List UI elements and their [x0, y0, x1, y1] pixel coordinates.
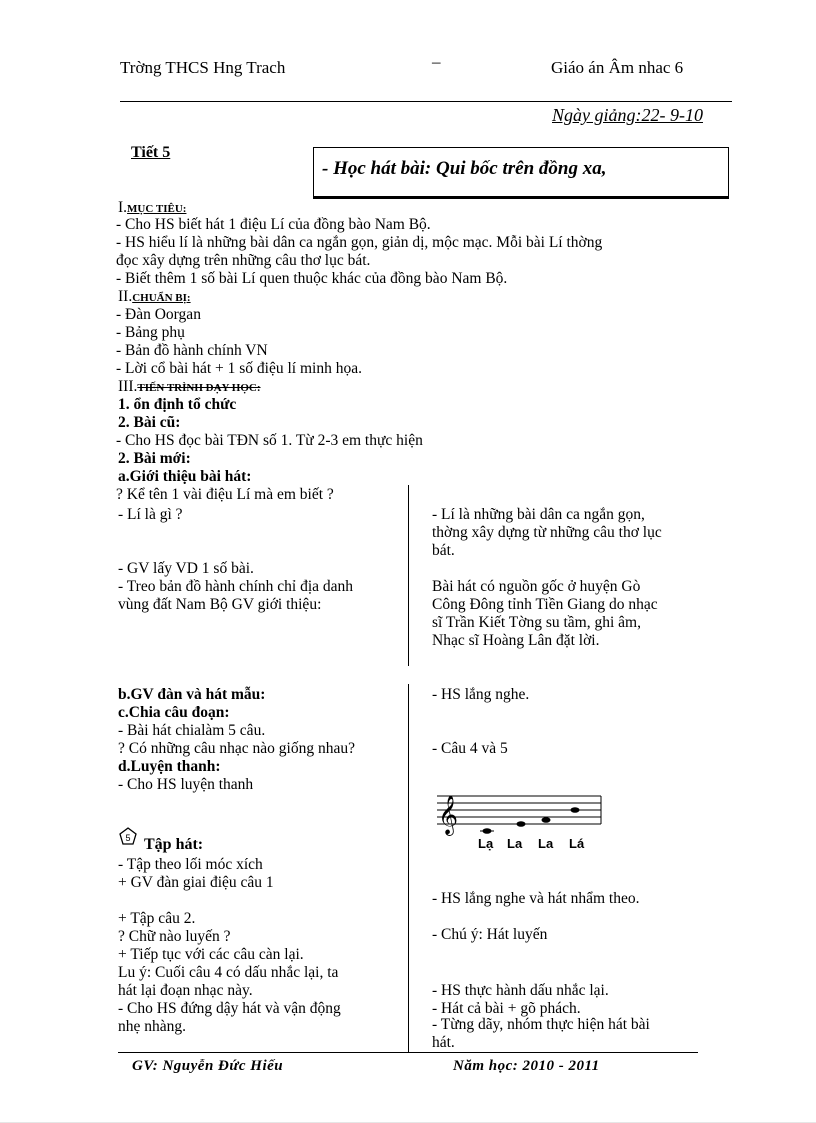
column-divider-bottom [408, 684, 409, 1052]
subheading-d: d.Luyện thanh: [118, 758, 221, 775]
header-dash: – [432, 52, 441, 71]
step2-line: - Cho HS đọc bài TĐN số 1. Từ 2-3 em thực hiện [116, 432, 423, 449]
left-item: ? Chữ nào luyến ? [118, 928, 231, 945]
subheading-b: b.GV đàn và hát mẫu: [118, 686, 266, 703]
pentagon-number-icon [118, 826, 138, 846]
section1-line: - Cho HS biết hát 1 điệu Lí của đồng bào Nam Bộ. [116, 216, 431, 233]
note [571, 807, 580, 813]
section2-line: - Đàn Oorgan [116, 306, 201, 323]
solfege-syllable: Lá [569, 836, 585, 851]
left-item: Lu ý: Cuối câu 4 có dấu nhắc lại, ta [118, 964, 339, 981]
left-item: - Lí là gì ? [118, 506, 183, 523]
left-item: vùng đất Nam Bộ GV giới thiệu: [118, 596, 322, 613]
left-item: - GV lấy VD 1 số bài. [118, 560, 254, 577]
left-item: ? Có những câu nhạc nào giống nhau? [118, 740, 355, 757]
lesson-label: Tiết 5 [131, 144, 171, 161]
right-item: - Chú ý: Hát luyến [432, 926, 548, 943]
subheading-c: c.Chia câu đoạn: [118, 704, 230, 721]
intro-heading: a.Giới thiệu bài hát: [118, 468, 252, 485]
intro-question: ? Kể tên 1 vài điệu Lí mà em biết ? [116, 486, 334, 503]
date-line: Ngày giảng:22- 9-10 [552, 105, 703, 125]
header-subject: Giáo án Âm nhac 6 [551, 58, 684, 77]
lesson-title: - Học hát bài: Qui bốc trên đồng xa, [322, 158, 607, 179]
footer-teacher: GV: Nguyễn Đức Hiếu [132, 1058, 284, 1074]
subheading-e: Tập hát: [144, 836, 204, 853]
solfege-syllable: La [507, 836, 523, 851]
section2-line: - Lời cổ bài hát + 1 số điệu lí minh họa. [116, 360, 362, 377]
section1-heading: I.MỤC TIÊU: [118, 199, 187, 216]
section1-line: đọc xây dựng trên những câu thơ lục bát. [116, 252, 371, 269]
left-item: hát lại đoạn nhạc này. [118, 982, 253, 999]
left-item: nhẹ nhàng. [118, 1018, 187, 1035]
left-item: + Tập câu 2. [118, 910, 196, 927]
left-item: - Tập theo lối móc xích [118, 856, 263, 873]
note [542, 817, 551, 823]
right-item: - Từng dãy, nhóm thực hiện hát bài [432, 1016, 650, 1033]
footer-year: Năm học: 2010 - 2011 [453, 1058, 600, 1074]
section2-line: - Bản đồ hành chính VN [116, 342, 268, 359]
left-item: - Cho HS luyện thanh [118, 776, 254, 793]
note [517, 821, 526, 827]
right-item: Công Đông tỉnh Tiền Giang do nhạc [432, 596, 658, 613]
right-item: - Hát cả bài + gõ phách. [432, 1000, 581, 1017]
left-item: - Cho HS đứng dậy hát và vận động [118, 1000, 341, 1017]
left-item: - Bài hát chialàm 5 câu. [118, 722, 266, 739]
step2-heading: 2. Bài cũ: [118, 414, 181, 431]
section2-line: - Bảng phụ [116, 324, 185, 341]
left-item: - Treo bản đồ hành chính chỉ địa danh [118, 578, 354, 595]
music-staff [435, 786, 605, 836]
section2-heading: II.CHUẨN BỊ: [118, 288, 191, 305]
column-divider-top [408, 485, 409, 666]
left-item: + Tiếp tục với các câu càn lại. [118, 946, 304, 963]
right-item: bát. [432, 542, 455, 559]
header-rule [120, 101, 732, 102]
right-item: - HS lắng nghe và hát nhẩm theo. [432, 890, 640, 907]
right-item: - Lí là những bài dân ca ngắn gọn, [432, 506, 645, 523]
section1-line: - HS hiểu lí là những bài dân ca ngắn gọn, giản dị, mộc mạc. Mỗi bài Lí thờng [116, 234, 603, 251]
header-school: Trờng THCS Hng Trach [120, 58, 286, 77]
solfege-syllable: La [538, 836, 554, 851]
left-item: + GV đàn giai điệu câu 1 [118, 874, 274, 891]
section3-heading: III.TIẾN TRÌNH DẠY HỌC: [118, 378, 261, 395]
lesson-title-box [313, 147, 729, 199]
right-item: - HS thực hành dấu nhắc lại. [432, 982, 609, 999]
solfege-syllable: Lạ [478, 836, 494, 851]
svg-text:5: 5 [125, 833, 131, 843]
section1-line: - Biết thêm 1 số bài Lí quen thuộc khác của đồng bào Nam Bộ. [116, 270, 508, 287]
treble-clef-icon: 𝄞 [438, 795, 459, 835]
right-item: sĩ Trần Kiết Tờng su tầm, ghi âm, [432, 614, 641, 631]
right-item: - Câu 4 và 5 [432, 740, 508, 757]
right-item: - HS lắng nghe. [432, 686, 530, 703]
right-item: Nhạc sĩ Hoàng Lân đặt lời. [432, 632, 600, 649]
right-item: thờng xây dựng từ những câu thơ lục [432, 524, 662, 541]
step1-heading: 1. ổn định tổ chức [118, 396, 237, 413]
right-item: Bài hát có nguồn gốc ở huyện Gò [432, 578, 641, 595]
right-item: hát. [432, 1034, 455, 1051]
step3-heading: 2. Bài mới: [118, 450, 191, 467]
footer-rule [118, 1052, 698, 1053]
